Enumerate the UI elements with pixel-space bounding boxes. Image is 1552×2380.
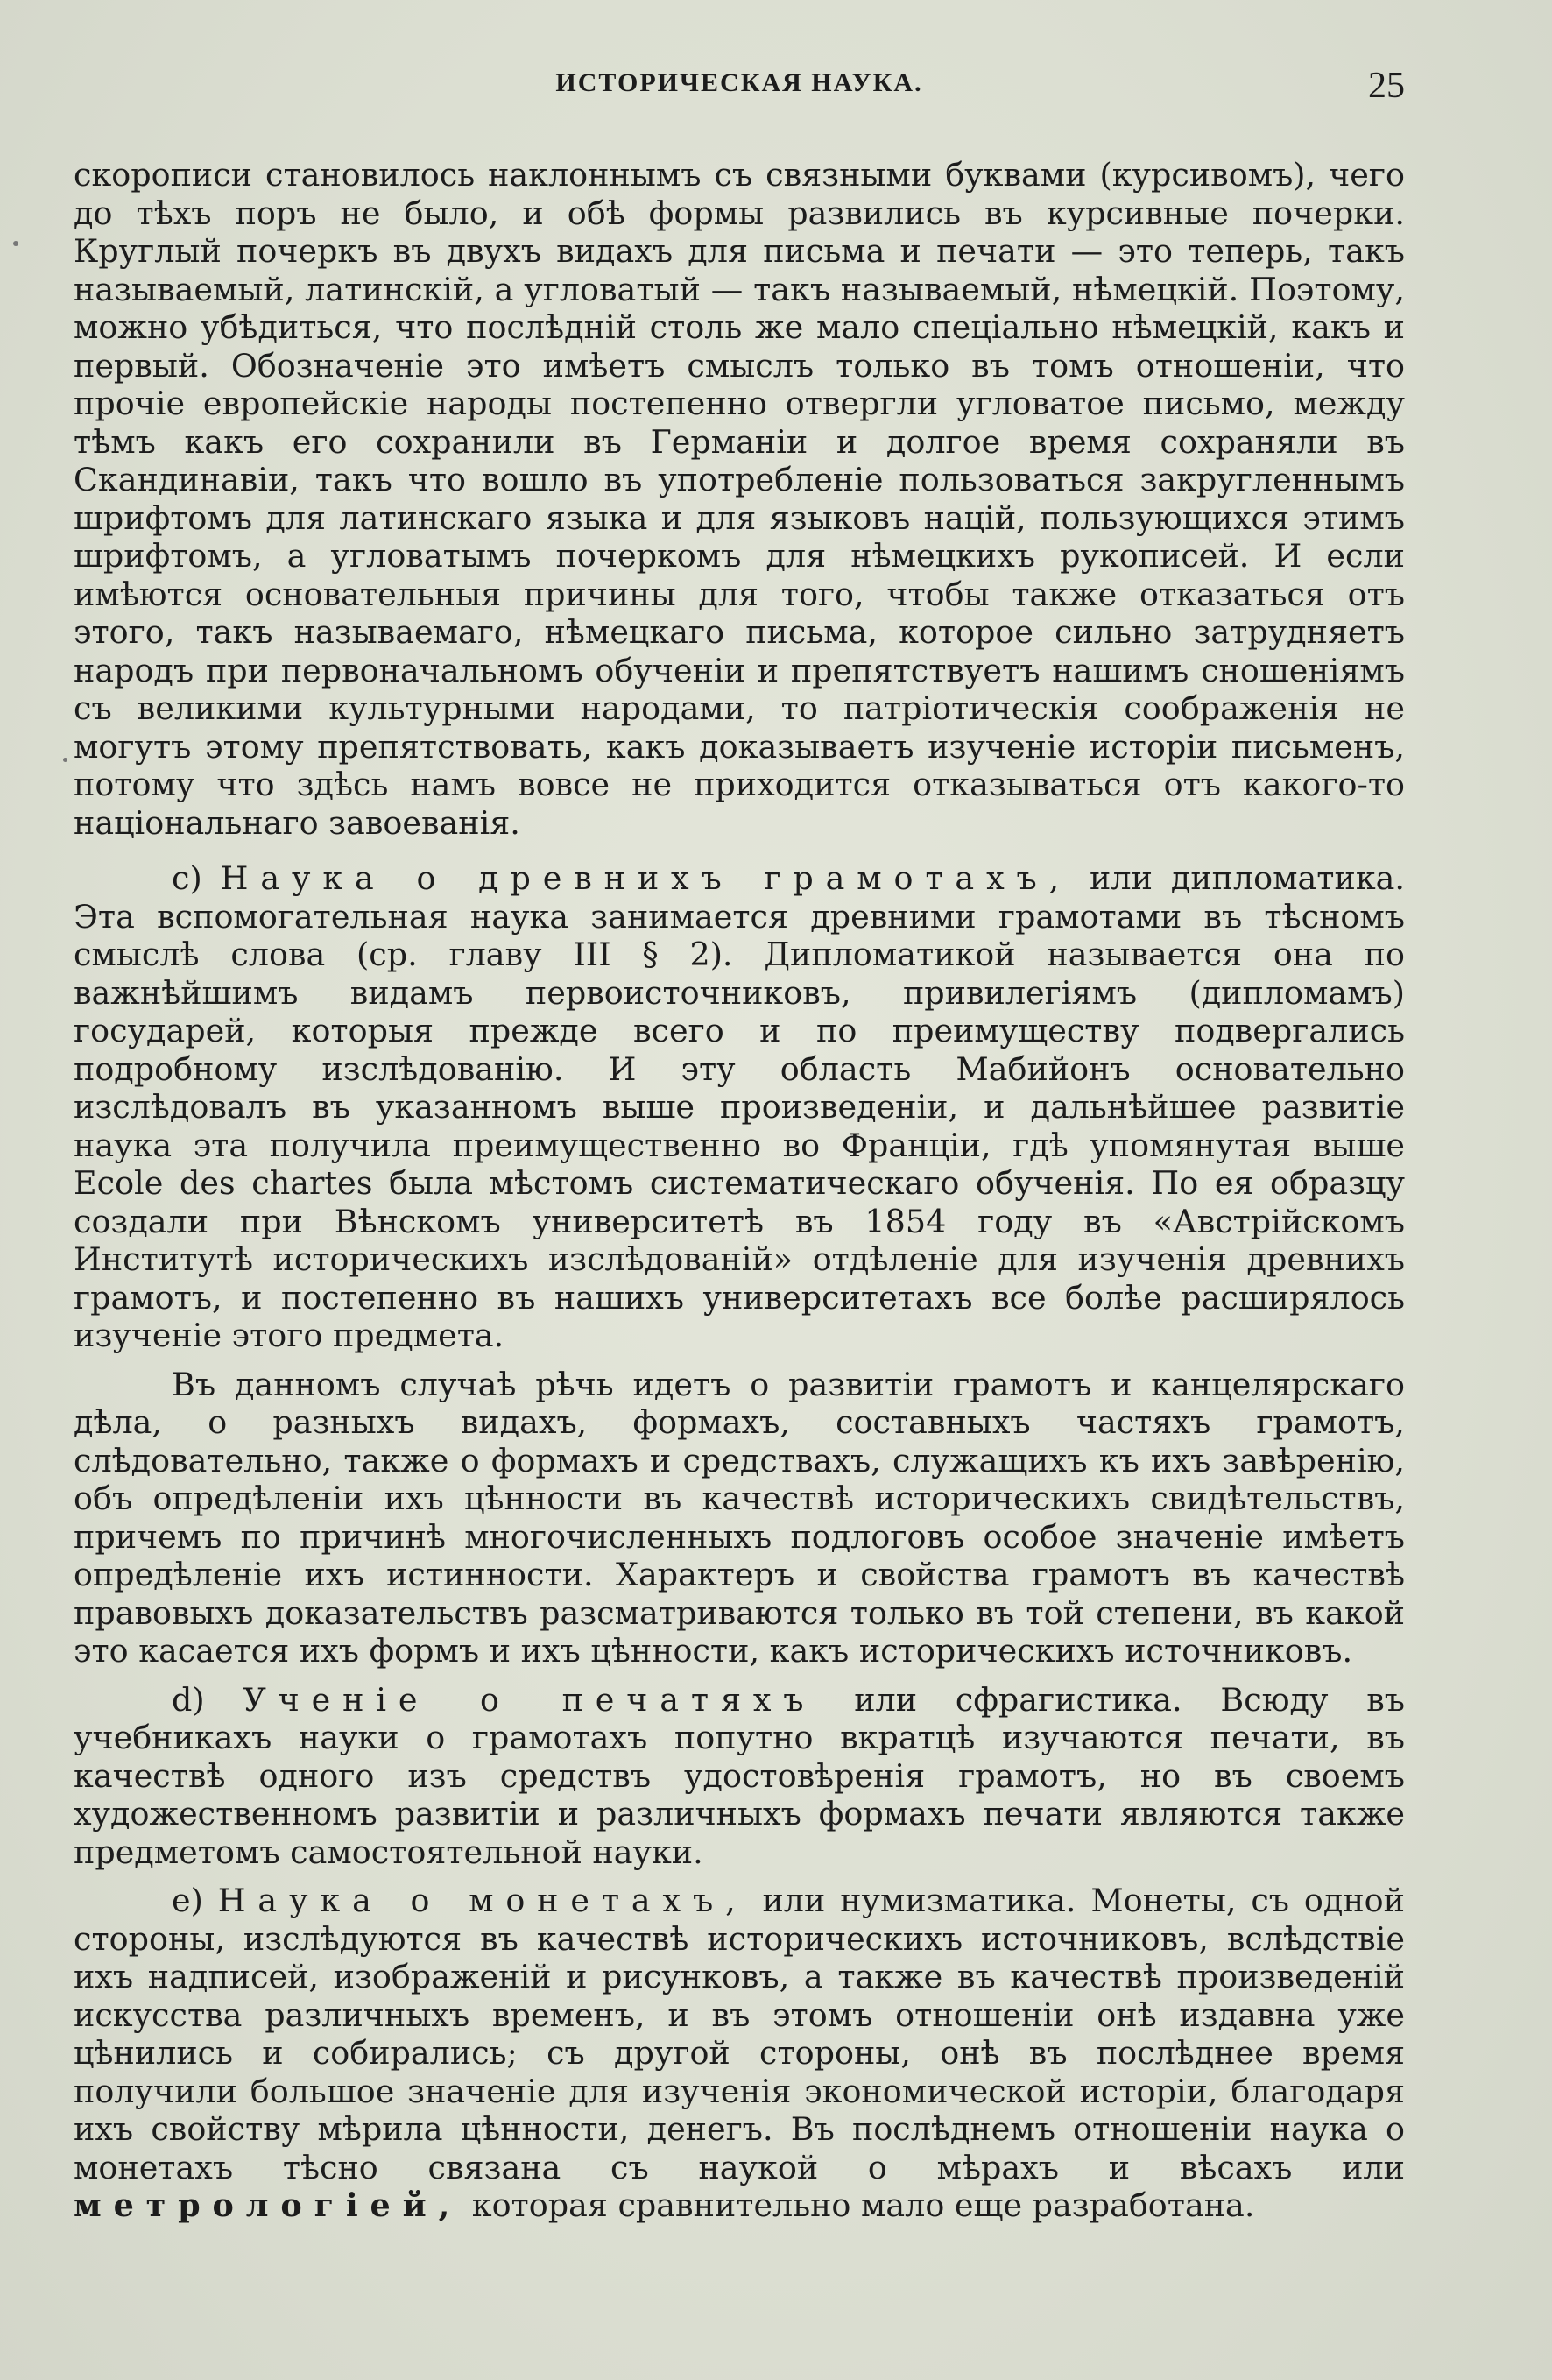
paragraph bbox=[74, 156, 1405, 842]
section-term: Наука о древнихъ грамотахъ, bbox=[220, 859, 1072, 897]
section-e-numismatics bbox=[74, 1882, 1405, 2225]
page-body bbox=[74, 156, 1405, 2225]
section-term: Наука о монетахъ, bbox=[217, 1882, 748, 1919]
section-marker: d) bbox=[172, 1680, 205, 1719]
section-marker: c) bbox=[172, 859, 202, 897]
section-term-metrology: метрологіей, bbox=[74, 2186, 462, 2224]
paragraph-text: или дипломатика. Эта вспомогательная наука занимается древними грамотами въ тѣсномъ смыслѣ слова (ср. главу III § 2). Дипломатикой называется она по важнѣйшимъ видамъ первоисточниковъ, привилегіямъ (дипломамъ) государей, которыя прежде всего и по преимуществу подвергались подробному изслѣдованію. И эту область Мабийонъ основательно изслѣдовалъ въ указанномъ выше произведеніи, и дальнѣйшее развитіе наука эта получила преимущественно во Франціи, гдѣ упомянутая выше Ecole des chartes была мѣстомъ систематическаго обученія. По ея образцу создали при Вѣнскомъ университетѣ въ 1854 году въ «Австрійскомъ Институтѣ историческихъ изслѣдованій» отдѣленіе для изученія древнихъ грамотъ, и постепенно въ нашихъ университетахъ все болѣе расширялось изученіе этого предмета. bbox=[74, 859, 1406, 1354]
section-c-diplomatics bbox=[74, 859, 1405, 1355]
paragraph-text: скорописи становилось наклоннымъ съ связными буквами (курсивомъ), чего до тѣхъ поръ не было, и обѣ формы развились въ курсивные почерки. Круглый почеркъ въ двухъ видахъ для письма и печати — это теперь, такъ называемый, латинскій, а угловатый — такъ называемый, нѣмецкій. Поэтому, можно убѣдиться, что послѣдній столь же мало спеціально нѣмецкій, какъ и первый. Обозначеніе это имѣетъ смыслъ только въ томъ отношеніи, что прочіе европейскіе народы постепенно отвергли угловатое письмо, между тѣмъ какъ его сохранили въ Германіи и долгое время сохраняли въ Скандинавіи, такъ что вошло въ употребленіе пользоваться закругленнымъ шрифтомъ для латинскаго языка и для языковъ націй, пользующихся этимъ шрифтомъ, а угловатымъ почеркомъ для нѣмецкихъ рукописей. И если имѣются основательныя причины для того, чтобы также отказаться отъ этого, такъ называемаго, нѣмецкаго письма, которое сильно затрудняетъ народъ при первоначальномъ обученіи и препятствуетъ нашимъ сношеніямъ съ великими культурными народами, то патріотическія соображенія не могутъ этому препятствовать, какъ доказываетъ изученіе исторіи письменъ, потому что здѣсь намъ вовсе не приходится отказываться отъ какого-то національнаго завоеванія. bbox=[74, 156, 1405, 842]
paragraph-text: или нумизматика. Монеты, съ одной стороны, изслѣдуются въ качествѣ историческихъ источниковъ, вслѣдствіе ихъ надписей, изображеній и рисунковъ, а также въ качествѣ произведеній искусства различныхъ временъ, и въ этомъ отношеніи онѣ издавна уже цѣнились и собирались; съ другой стороны, онѣ въ послѣднее время получили большое значеніе для изученія экономической исторіи, благодаря ихъ свойству мѣрила цѣнности, денегъ. Въ послѣднемъ отношеніи наука о монетахъ тѣсно связана съ наукой о мѣрахъ и вѣсахъ или bbox=[74, 1882, 1405, 2186]
running-head: ИСТОРИЧЕСКАЯ НАУКА. bbox=[555, 68, 923, 97]
section-marker: e) bbox=[172, 1882, 203, 1919]
section-term: Ученіе о печатяхъ bbox=[243, 1680, 816, 1719]
paragraph-text: Въ данномъ случаѣ рѣчь идетъ о развитіи грамотъ и канцелярскаго дѣла, о разныхъ видахъ, формахъ, составныхъ частяхъ грамотъ, слѣдовательно, также о формахъ и средствахъ, служащихъ къ ихъ завѣренію, объ опредѣленіи ихъ цѣнности въ качествѣ историческихъ свидѣтельствъ, причемъ по причинѣ многочисленныхъ подлоговъ особое значеніе имѣетъ опредѣленіе ихъ истинности. Характеръ и свойства грамотъ въ качествѣ правовыхъ доказательствъ разсматриваются только въ той степени, въ какой это касается ихъ формъ и ихъ цѣнности, какъ историческихъ источниковъ. bbox=[74, 1365, 1405, 1670]
page-number: 25 bbox=[1368, 66, 1405, 106]
page-speck bbox=[13, 241, 18, 246]
paragraph bbox=[74, 1366, 1405, 1670]
paragraph-text: которая сравнительно мало еще разработана. bbox=[462, 2186, 1255, 2224]
paragraph-text: или сфрагистика. Всюду въ учебникахъ науки о грамотахъ попутно вкратцѣ изучаются печати, въ качествѣ одного изъ средствъ удостовѣренія грамотъ, но въ своемъ художественномъ развитіи и различныхъ формахъ печати являются также предметомъ самостоятельной науки. bbox=[74, 1680, 1406, 1871]
page-speck bbox=[63, 758, 67, 762]
page-header bbox=[74, 68, 1405, 112]
section-d-sigillography bbox=[74, 1681, 1405, 1872]
